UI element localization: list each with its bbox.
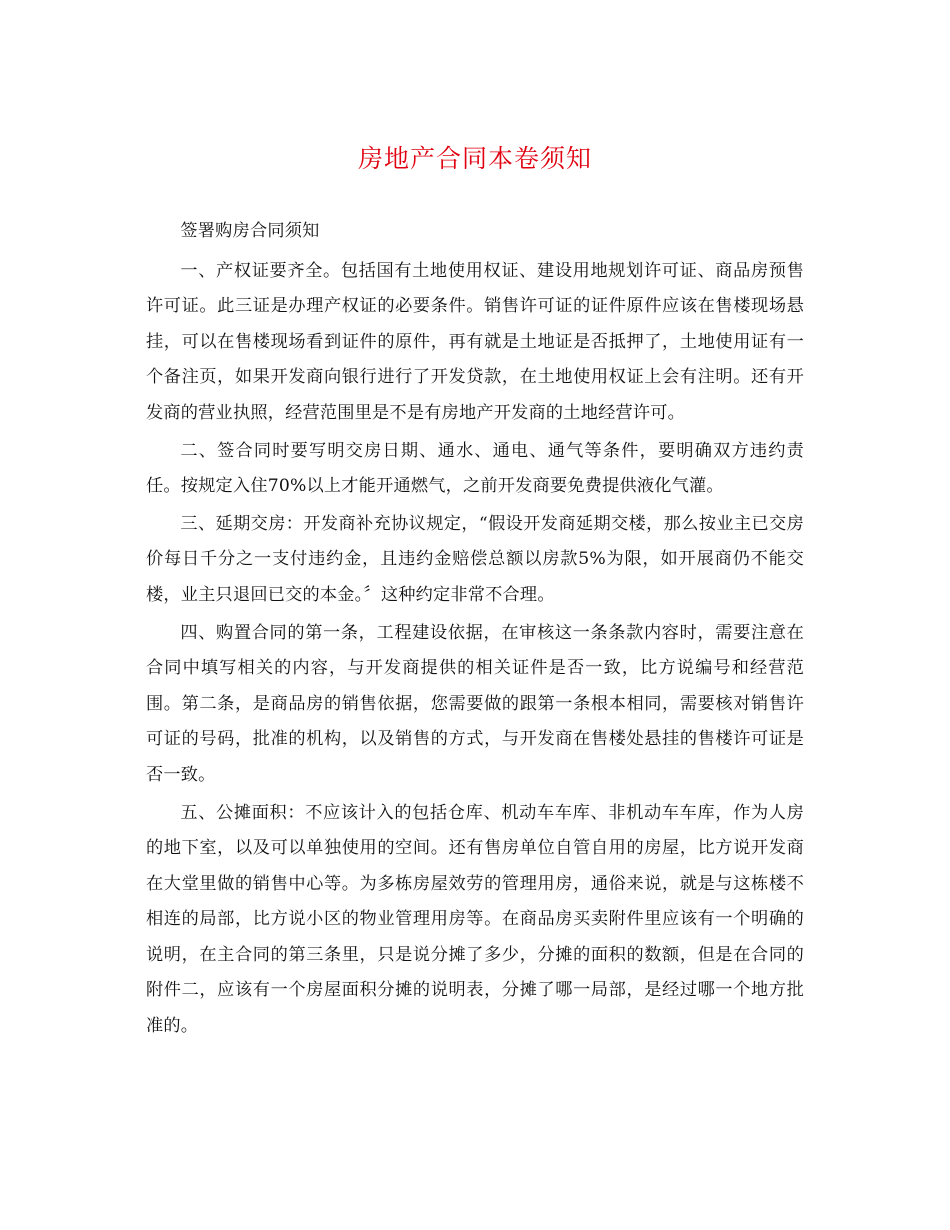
section-heading: 签署购房合同须知 [180, 221, 320, 241]
paragraph-5: 五、公摊面积：不应该计入的包括仓库、机动车车库、非机动车车库，作为人房的地下室，以及可以单独使用的空间。还有售房单位自管自用的房屋，比方说开发商在大堂里做的销售中心等。为多栋房屋效劳的管理用房，通俗来说，就是与这栋楼不相连的局部，比方说小区的物业管理用房等。在商品房买卖附件里应该有一个明确的说明，在主合同的第三条里，只是说分摊了多少，分摊的面积的数额，但是在合同的附件二，应该有一个房屋面积分摊的说明表，分摊了哪一局部，是经过哪一个地方批准的。 [146, 802, 804, 1037]
document-title: 房地产合同本卷须知 [357, 144, 592, 173]
paragraph-3: 三、延期交房：开发商补充协议规定，“假设开发商延期交楼，那么按业主已交房价每日千分之一支付违约金，且违约金赔偿总额以房款5%为限，如开展商仍不能交楼，业主只退回已交的本金。〞这种约定非常不合理。 [146, 513, 804, 605]
document-body [146, 214, 804, 1047]
paragraph-4: 四、购置合同的第一条，工程建设依据，在审核这一条条款内容时，需要注意在合同中填写相关的内容，与开发商提供的相关证件是否一致，比方说编号和经营范围。第二条，是商品房的销售依据，您需要做的跟第一条根本相同，需要核对销售许可证的号码，批准的机构，以及销售的方式，与开发商在售楼处悬挂的售楼许可证是否一致。 [146, 622, 804, 785]
paragraph-2: 二、签合同时要写明交房日期、通水、通电、通气等条件，要明确双方违约责任。按规定入住70%以上才能开通燃气，之前开发商要免费提供液化气灌。 [146, 440, 804, 497]
paragraph-1: 一、产权证要齐全。包括国有土地使用权证、建设用地规划许可证、商品房预售许可证。此三证是办理产权证的必要条件。销售许可证的证件原件应该在售楼现场悬挂，可以在售楼现场看到证件的原件，再有就是土地证是否抵押了，土地使用证有一个备注页，如果开发商向银行进行了开发贷款，在土地使用权证上会有注明。还有开发商的营业执照，经营范围里是不是有房地产开发商的土地经营许可。 [146, 260, 804, 423]
